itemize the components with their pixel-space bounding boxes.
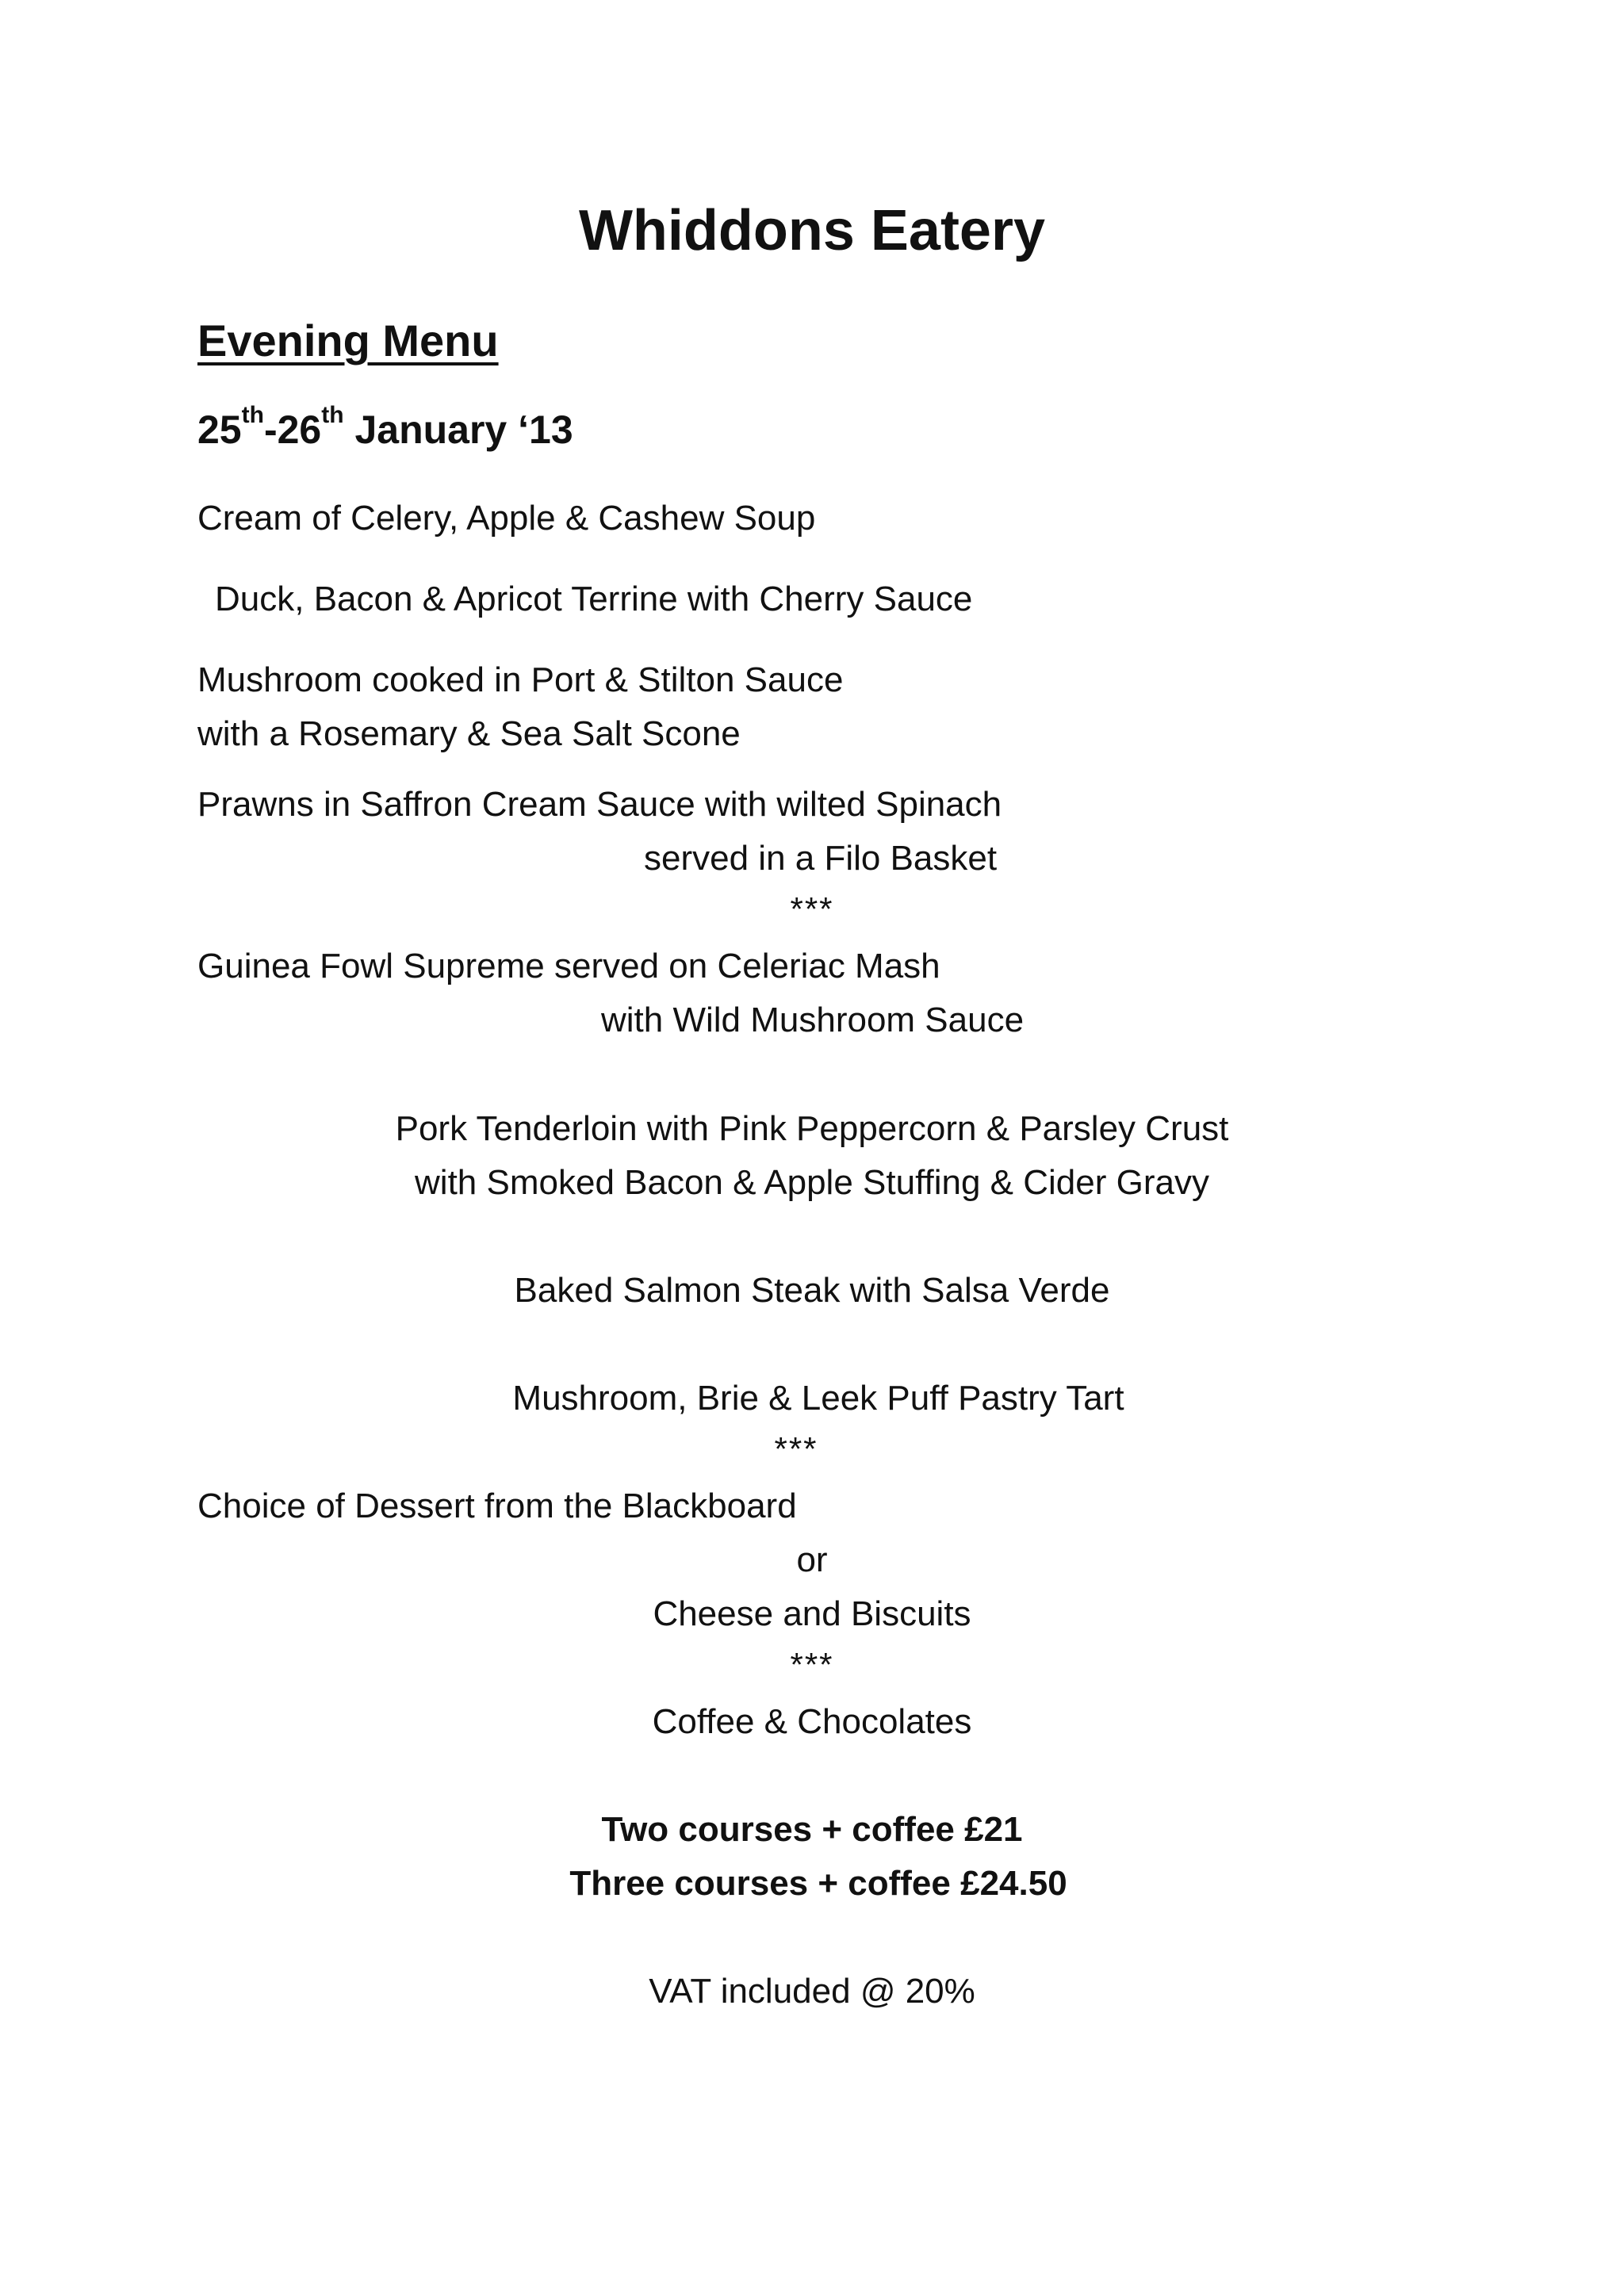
date-day-2: 26 [277,408,322,452]
vat-note: VAT included @ 20% [649,1972,975,2011]
course-separator: *** [774,1430,818,1468]
starter-item-continued: served in a Filo Basket [644,839,998,878]
menu-heading: Evening Menu [197,316,499,365]
main-item: Baked Salmon Steak with Salsa Verde [514,1271,1110,1310]
main-item-continued: with Wild Mushroom Sauce [601,1001,1025,1039]
date-month-year: January ‘13 [343,408,573,452]
price-two-courses: Two courses + coffee £21 [601,1810,1023,1849]
main-item-continued: with Smoked Bacon & Apple Stuffing & Cider Gravy [415,1163,1209,1202]
price-three-courses: Three courses + coffee £24.50 [569,1864,1067,1903]
coffee-item: Coffee & Chocolates [652,1702,972,1741]
dessert-item: Choice of Dessert from the Blackboard [197,1487,797,1525]
date-suffix-1: th [241,402,264,428]
main-item: Guinea Fowl Supreme served on Celeriac Mash [197,947,940,985]
restaurant-title: Whiddons Eatery [578,199,1046,262]
course-separator: *** [790,890,834,928]
date-suffix-2: th [321,402,344,428]
dessert-or: or [796,1540,828,1579]
course-separator: *** [790,1646,834,1683]
main-item: Mushroom, Brie & Leek Puff Pastry Tart [512,1379,1124,1418]
starter-item-continued: with a Rosemary & Sea Salt Scone [197,714,741,753]
starter-item: Prawns in Saffron Cream Sauce with wilted Spinach [197,785,1002,824]
starter-item: Duck, Bacon & Apricot Terrine with Cherry Sauce [215,580,973,618]
date-dash: - [263,408,278,452]
starter-item: Cream of Celery, Apple & Cashew Soup [197,499,816,538]
date-day-1: 25 [197,408,242,452]
menu-date [197,402,573,453]
main-item: Pork Tenderloin with Pink Peppercorn & Parsley Crust [395,1109,1229,1148]
dessert-item: Cheese and Biscuits [653,1594,971,1633]
starter-item: Mushroom cooked in Port & Stilton Sauce [197,660,844,699]
